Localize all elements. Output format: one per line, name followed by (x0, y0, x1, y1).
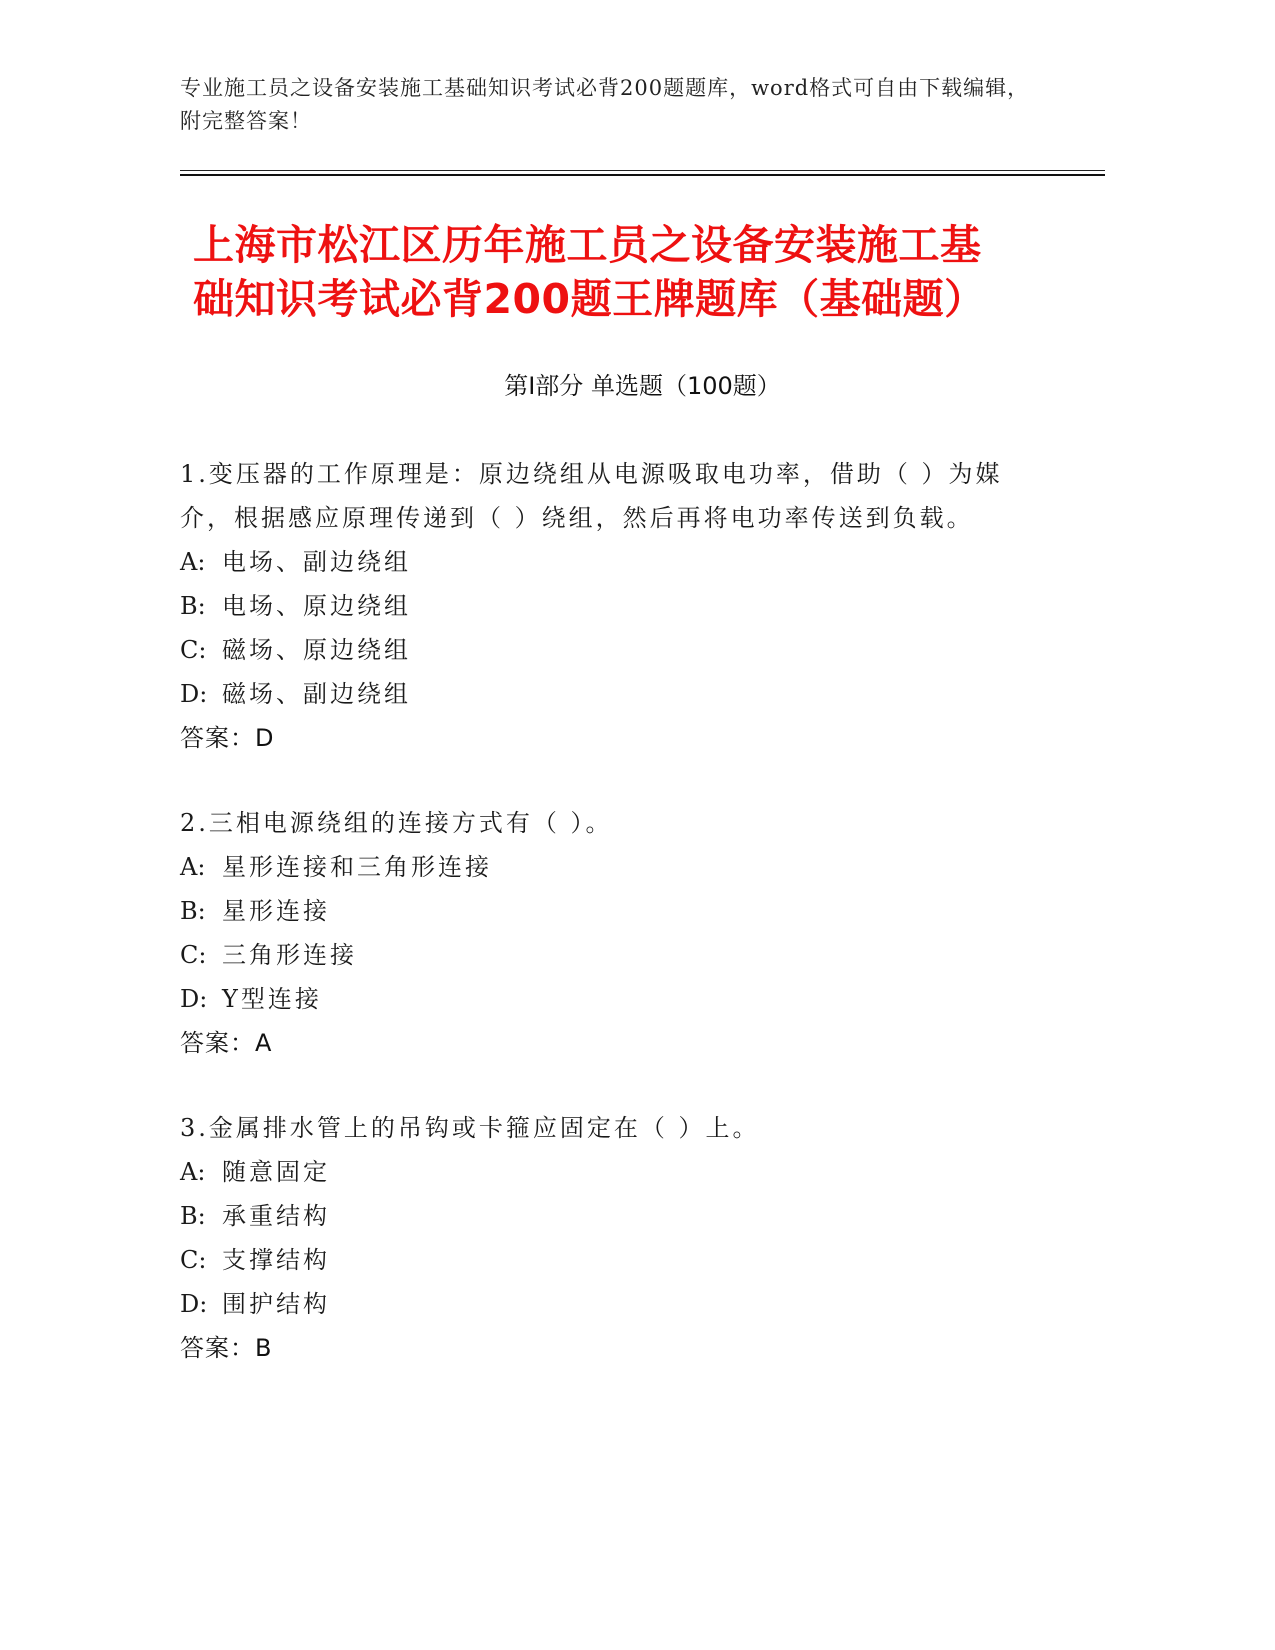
option-c (180, 628, 1040, 672)
document-title-line-2: 础知识考试必背200题王牌题库（基础题） (193, 275, 986, 323)
option-letter: C: (180, 941, 207, 969)
option-letter: C: (180, 636, 207, 664)
option-text: 电场、副边绕组 (222, 548, 411, 576)
header-note: 专业施工员之设备安装施工基础知识考试必背200题题库，word格式可自由下载编辑，附完整答案！ (180, 76, 1030, 133)
option-letter: B: (180, 592, 206, 620)
option-letter: A: (180, 548, 206, 576)
option-a (180, 845, 1040, 889)
answer-line: 答案：B (180, 1334, 273, 1362)
option-letter: D: (180, 985, 208, 1013)
option-d (180, 672, 1040, 716)
option-text: 三角形连接 (222, 941, 357, 969)
option-text: 星形连接 (222, 897, 330, 925)
section-heading: 第Ⅰ部分 单选题（100题） (504, 372, 781, 400)
option-text: Y型连接 (222, 985, 322, 1013)
option-letter: C: (180, 1246, 207, 1274)
option-letter: B: (180, 1202, 206, 1230)
option-a (180, 540, 1040, 584)
option-letter: D: (180, 680, 208, 708)
option-d (180, 977, 1040, 1021)
option-b (180, 584, 1040, 628)
option-text: 电场、原边绕组 (222, 592, 411, 620)
option-text: 磁场、副边绕组 (222, 680, 411, 708)
answer-line: 答案：D (180, 724, 275, 752)
option-letter: A: (180, 1158, 206, 1186)
question-stem: 3.金属排水管上的吊钩或卡箍应固定在（ ）上。 (180, 1114, 760, 1142)
option-a (180, 1150, 1040, 1194)
answer-line: 答案：A (180, 1029, 273, 1057)
question-stem: 1.变压器的工作原理是：原边绕组从电源吸取电功率，借助（ ）为媒介，根据感应原理传递到（ ）绕组，然后再将电功率传送到负载。 (180, 460, 1003, 532)
option-d (180, 1282, 1040, 1326)
option-c (180, 933, 1040, 977)
option-c (180, 1238, 1040, 1282)
header-divider-thick (180, 174, 1105, 176)
option-letter: A: (180, 853, 206, 881)
question-3 (180, 1106, 1040, 1370)
option-text: 承重结构 (222, 1202, 330, 1230)
question-2 (180, 801, 1040, 1065)
option-text: 星形连接和三角形连接 (222, 853, 492, 881)
option-letter: B: (180, 897, 206, 925)
option-b (180, 1194, 1040, 1238)
option-b (180, 889, 1040, 933)
question-stem: 2.三相电源绕组的连接方式有（ ）。 (180, 809, 613, 837)
option-text: 磁场、原边绕组 (222, 636, 411, 664)
option-letter: D: (180, 1290, 208, 1318)
option-text: 支撑结构 (222, 1246, 330, 1274)
header-divider-thin (180, 170, 1105, 171)
question-1 (180, 452, 1040, 760)
option-text: 随意固定 (222, 1158, 330, 1186)
option-text: 围护结构 (222, 1290, 330, 1318)
document-title (193, 218, 1073, 326)
document-title-line-1: 上海市松江区历年施工员之设备安装施工基 (193, 221, 982, 269)
